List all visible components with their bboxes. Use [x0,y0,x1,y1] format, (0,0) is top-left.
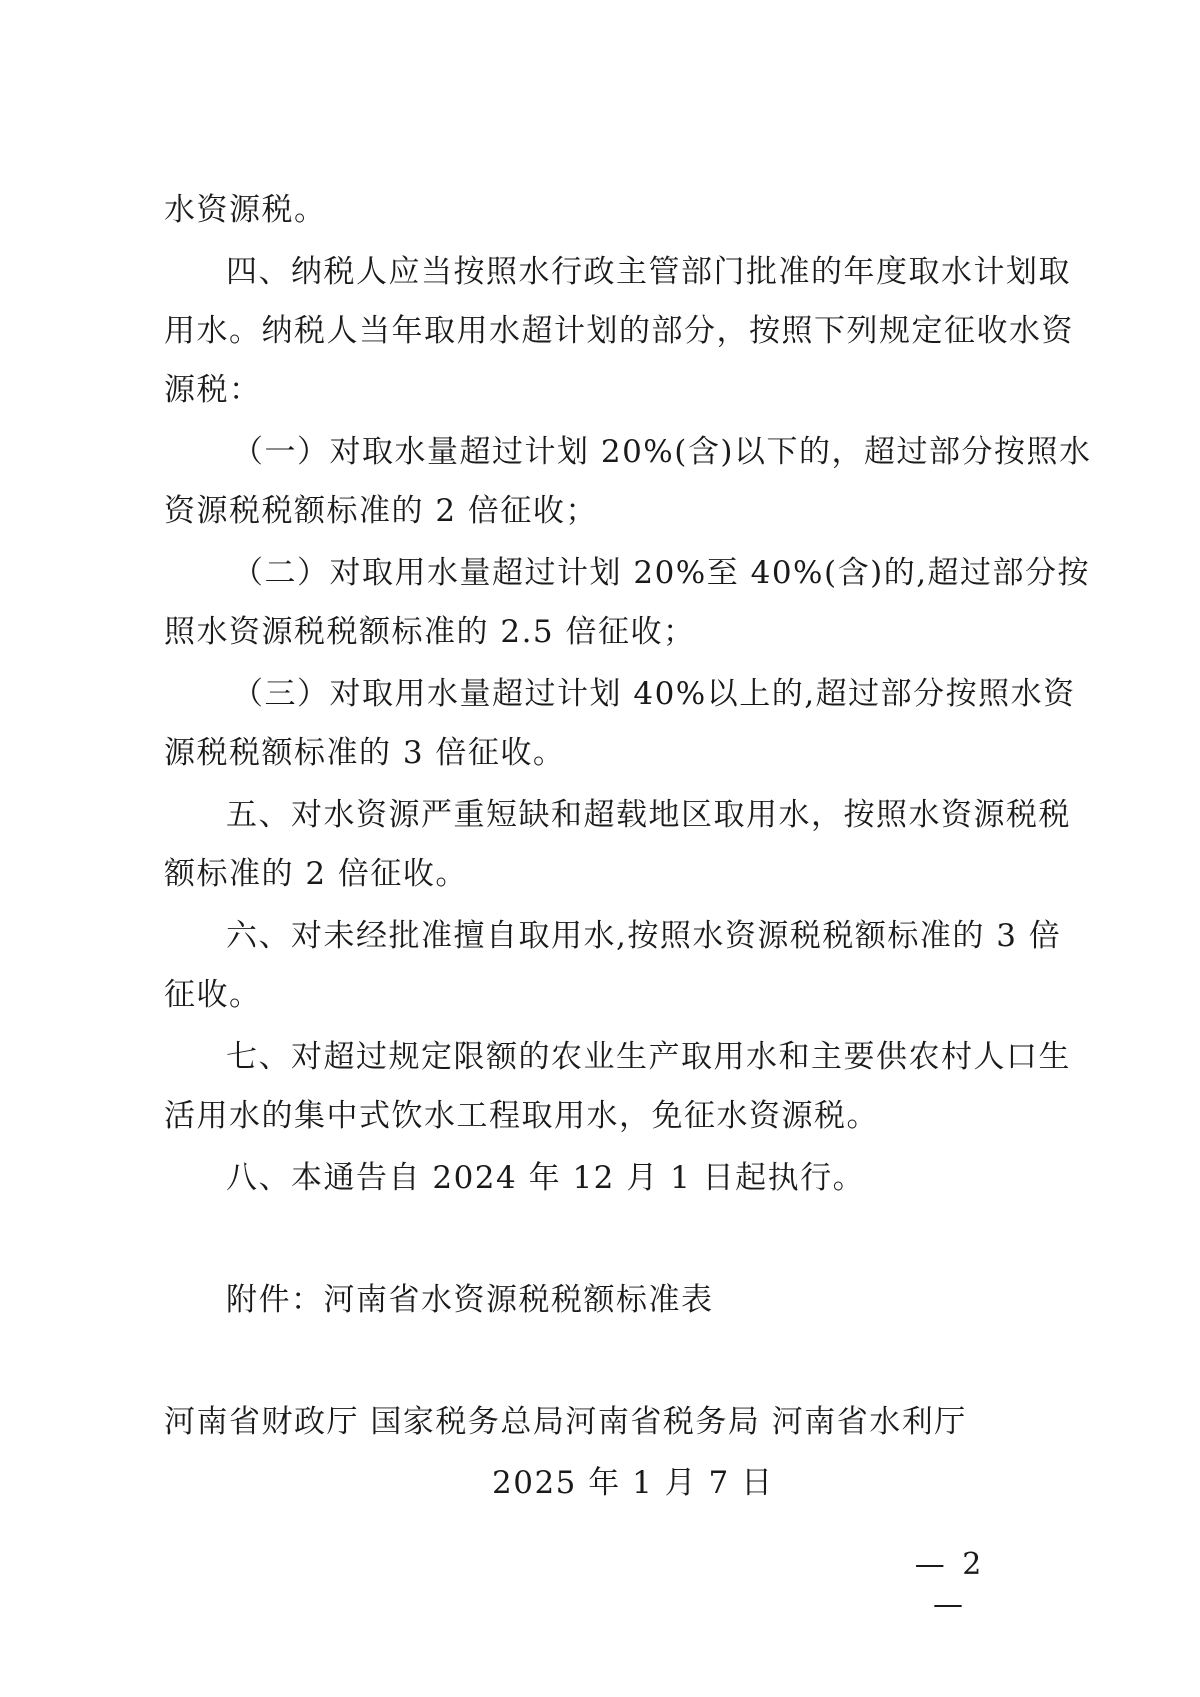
paragraph-line: 资源税税额标准的 2 倍征收； [164,493,598,529]
paragraph-line: 活用水的集中式饮水工程取用水，免征水资源税。 [164,1098,879,1134]
attachment-note: 附件：河南省水资源税税额标准表 [226,1282,714,1318]
paragraph-line: 水资源税。 [164,192,327,228]
paragraph-line: 源税： [164,372,262,408]
paragraph-line: 征收。 [164,977,262,1013]
paragraph-line: 用水。纳税人当年取用水超计划的部分，按照下列规定征收水资 [164,313,1074,349]
paragraph-line: 五、对水资源严重短缺和超载地区取用水，按照水资源税税 [226,797,1071,833]
paragraph-line: 四、纳税人应当按照水行政主管部门批准的年度取水计划取 [226,254,1071,290]
paragraph-line: 照水资源税税额标准的 2.5 倍征收； [164,614,696,650]
paragraph-line: 源税税额标准的 3 倍征收。 [164,735,566,771]
issue-date: 2025 年 1 月 7 日 [492,1465,774,1501]
paragraph-line: （二）对取用水量超过计划 20%至 40%(含)的,超过部分按 [232,555,1091,591]
paragraph-line: （三）对取用水量超过计划 40%以上的,超过部分按照水资 [232,676,1076,712]
page-number: — 2 — [914,1547,986,1622]
paragraph-line: 七、对超过规定限额的农业生产取用水和主要供农村人口生 [226,1039,1071,1075]
paragraph-line: 六、对未经批准擅自取用水,按照水资源税税额标准的 3 倍 [226,918,1062,954]
paragraph-line: （一）对取水量超过计划 20%(含)以下的，超过部分按照水 [232,434,1092,470]
paragraph-line: 额标准的 2 倍征收。 [164,856,468,892]
paragraph-line: 八、本通告自 2024 年 12 月 1 日起执行。 [226,1160,866,1196]
issuing-authorities: 河南省财政厅 国家税务总局河南省税务局 河南省水利厅 [164,1404,967,1440]
